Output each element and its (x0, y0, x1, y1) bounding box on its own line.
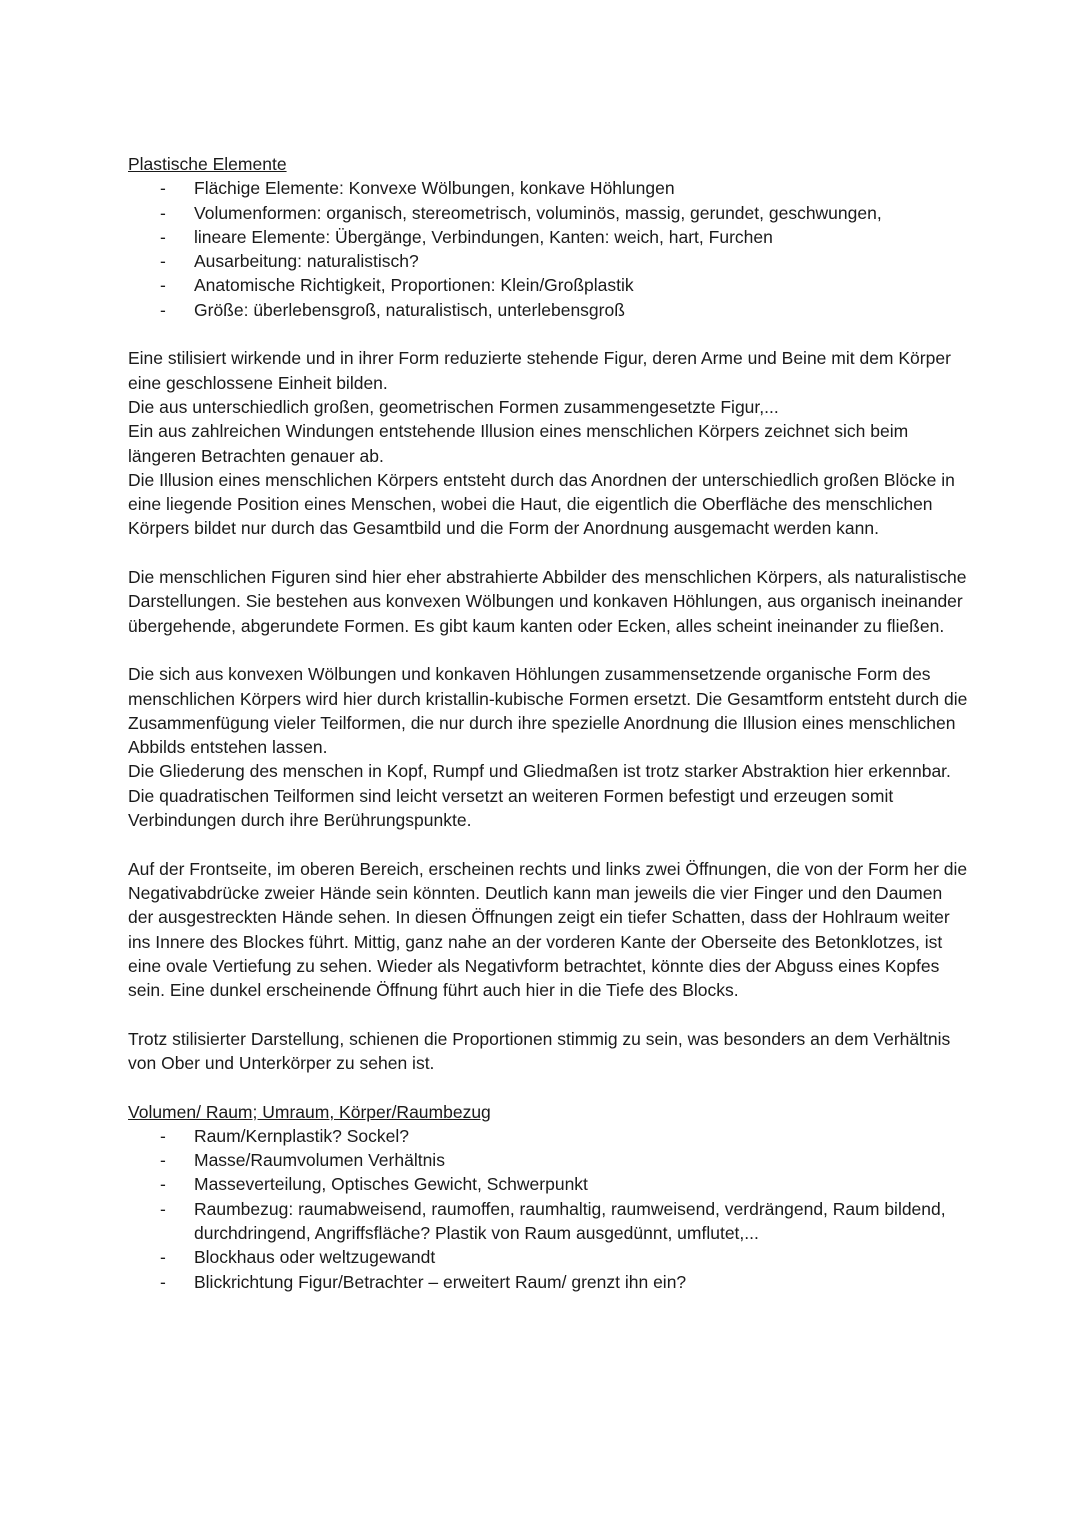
paragraph: Eine stilisiert wirkende und in ihrer Form reduzierte stehende Figur, deren Arme und Beine mit dem Körper eine geschlossene Einheit bilden. (128, 348, 951, 393)
paragraph: Ein aus zahlreichen Windungen entstehende Illusion eines menschlichen Körpers zeichnet sich beim längeren Betrachten genauer ab. (128, 421, 909, 466)
list-item-text: Raumbezug: raumabweisend, raumoffen, raumhaltig, raumweisend, verdrängend, Raum bildend, durchdringend, Angriffsfläche? Plastik von Raum ausgedünnt, umflutet,... (194, 1198, 946, 1244)
list-item (128, 225, 968, 249)
plastische-elemente-list (128, 176, 968, 322)
spacer (128, 1002, 968, 1026)
list-item (128, 1270, 968, 1294)
list-item-text: Anatomische Richtigkeit, Proportionen: Klein/Großplastik (194, 275, 634, 296)
dash-bullet: - (160, 251, 166, 272)
dash-bullet: - (160, 1271, 166, 1292)
list-item-text: Volumenformen: organisch, stereometrisch, voluminös, massig, gerundet, geschwungen, (194, 202, 882, 223)
dash-bullet: - (160, 1247, 166, 1268)
list-item-text: Blickrichtung Figur/Betrachter – erweitert Raum/ grenzt ihn ein? (194, 1271, 687, 1292)
document-page (128, 152, 968, 1294)
list-item-text: Raum/Kernplastik? Sockel? (194, 1125, 409, 1146)
dash-bullet: - (160, 1198, 166, 1219)
list-item-text: Blockhaus oder weltzugewandt (194, 1247, 436, 1268)
dash-bullet: - (160, 1174, 166, 1195)
dash-bullet: - (160, 299, 166, 320)
list-item-text: lineare Elemente: Übergänge, Verbindungen, Kanten: weich, hart, Furchen (194, 226, 773, 247)
list-item (128, 1148, 968, 1172)
list-item (128, 1124, 968, 1148)
paragraph: Die menschlichen Figuren sind hier eher abstrahierte Abbilder des menschlichen Körpers, als naturalistische Darstellungen. Sie bestehen aus konvexen Wölbungen und konkaven Höhlungen, aus organisch ineinander übergehende, abgerundete Formen. Es gibt kaum kanten oder Ecken, alles scheint ineinander zu fließen. (128, 567, 967, 636)
list-item (128, 1245, 968, 1269)
list-item (128, 176, 968, 200)
paragraph: Auf der Frontseite, im oberen Bereich, erscheinen rechts und links zwei Öffnungen, die von der Form her die Negativabdrücke zweier Hände sein könnten. Deutlich kann man jeweils die vier Finger und den Daumen der ausgestreckten Hände sehen. In diesen Öffnungen zeigt ein tiefer Schatten, dass der Hohlraum weiter ins Innere des Blockes führt. Mittig, ganz nahe an der vorderen Kante der Oberseite des Betonklotzes, ist eine ovale Vertiefung zu sehen. Wieder als Negativform betrachtet, könnte dies der Abguss eines Kopfes sein. Eine dunkel erscheinende Öffnung führt auch hier in die Tiefe des Blocks. (128, 858, 968, 1001)
paragraph: Die sich aus konvexen Wölbungen und konkaven Höhlungen zusammensetzende organische Form des menschlichen Körpers wird hier durch kristallin-kubische Formen ersetzt. Die Gesamtform entsteht durch die Zusammenfügung vieler Teilformen, die nur durch ihre spezielle Anordnung die Illusion eines menschlichen Abbilds entstehen lassen. (128, 664, 968, 758)
list-item (128, 1172, 968, 1196)
dash-bullet: - (160, 275, 166, 296)
spacer (128, 832, 968, 856)
volumen-raum-list (128, 1124, 968, 1294)
section-heading-plastische-elemente: Plastische Elemente (128, 154, 287, 174)
spacer (128, 541, 968, 565)
paragraph: Die Illusion eines menschlichen Körpers entsteht durch das Anordnen der unterschiedlich großen Blöcke in eine liegende Position eines Menschen, wobei die Haut, die eigentlich die Oberfläche des menschlichen Körpers bildet nur durch das Gesamtbild und die Form der Anordnung ausgemacht werden kann. (128, 469, 955, 539)
spacer (128, 638, 968, 662)
list-item (128, 1197, 968, 1246)
list-item-text: Ausarbeitung: naturalistisch? (194, 251, 419, 272)
paragraph: Die aus unterschiedlich großen, geometrischen Formen zusammengesetzte Figur,... (128, 396, 779, 417)
list-item-text: Masse/Raumvolumen Verhältnis (194, 1150, 445, 1171)
list-item (128, 249, 968, 273)
section-heading-volumen-raum: Volumen/ Raum; Umraum, Körper/Raumbezug (128, 1101, 491, 1122)
dash-bullet: - (160, 1125, 166, 1146)
list-item-text: Größe: überlebensgroß, naturalistisch, unterlebensgroß (194, 299, 625, 320)
list-item-text: Flächige Elemente: Konvexe Wölbungen, konkave Höhlungen (194, 178, 675, 199)
list-item-text: Masseverteilung, Optisches Gewicht, Schwerpunkt (194, 1174, 588, 1195)
dash-bullet: - (160, 178, 166, 199)
paragraph: Die Gliederung des menschen in Kopf, Rumpf und Gliedmaßen ist trotz starker Abstraktion hier erkennbar. Die quadratischen Teilformen sind leicht versetzt an weiteren Formen befestigt und erzeugen somit Verbindungen durch ihre Berührungspunkte. (128, 761, 951, 831)
spacer (128, 322, 968, 346)
list-item (128, 201, 968, 225)
paragraph: Trotz stilisierter Darstellung, schienen die Proportionen stimmig zu sein, was besonders an dem Verhältnis von Ober und Unterkörper zu sehen ist. (128, 1028, 951, 1073)
list-item (128, 273, 968, 297)
list-item (128, 298, 968, 322)
spacer (128, 1075, 968, 1099)
dash-bullet: - (160, 1150, 166, 1171)
dash-bullet: - (160, 202, 166, 223)
dash-bullet: - (160, 226, 166, 247)
